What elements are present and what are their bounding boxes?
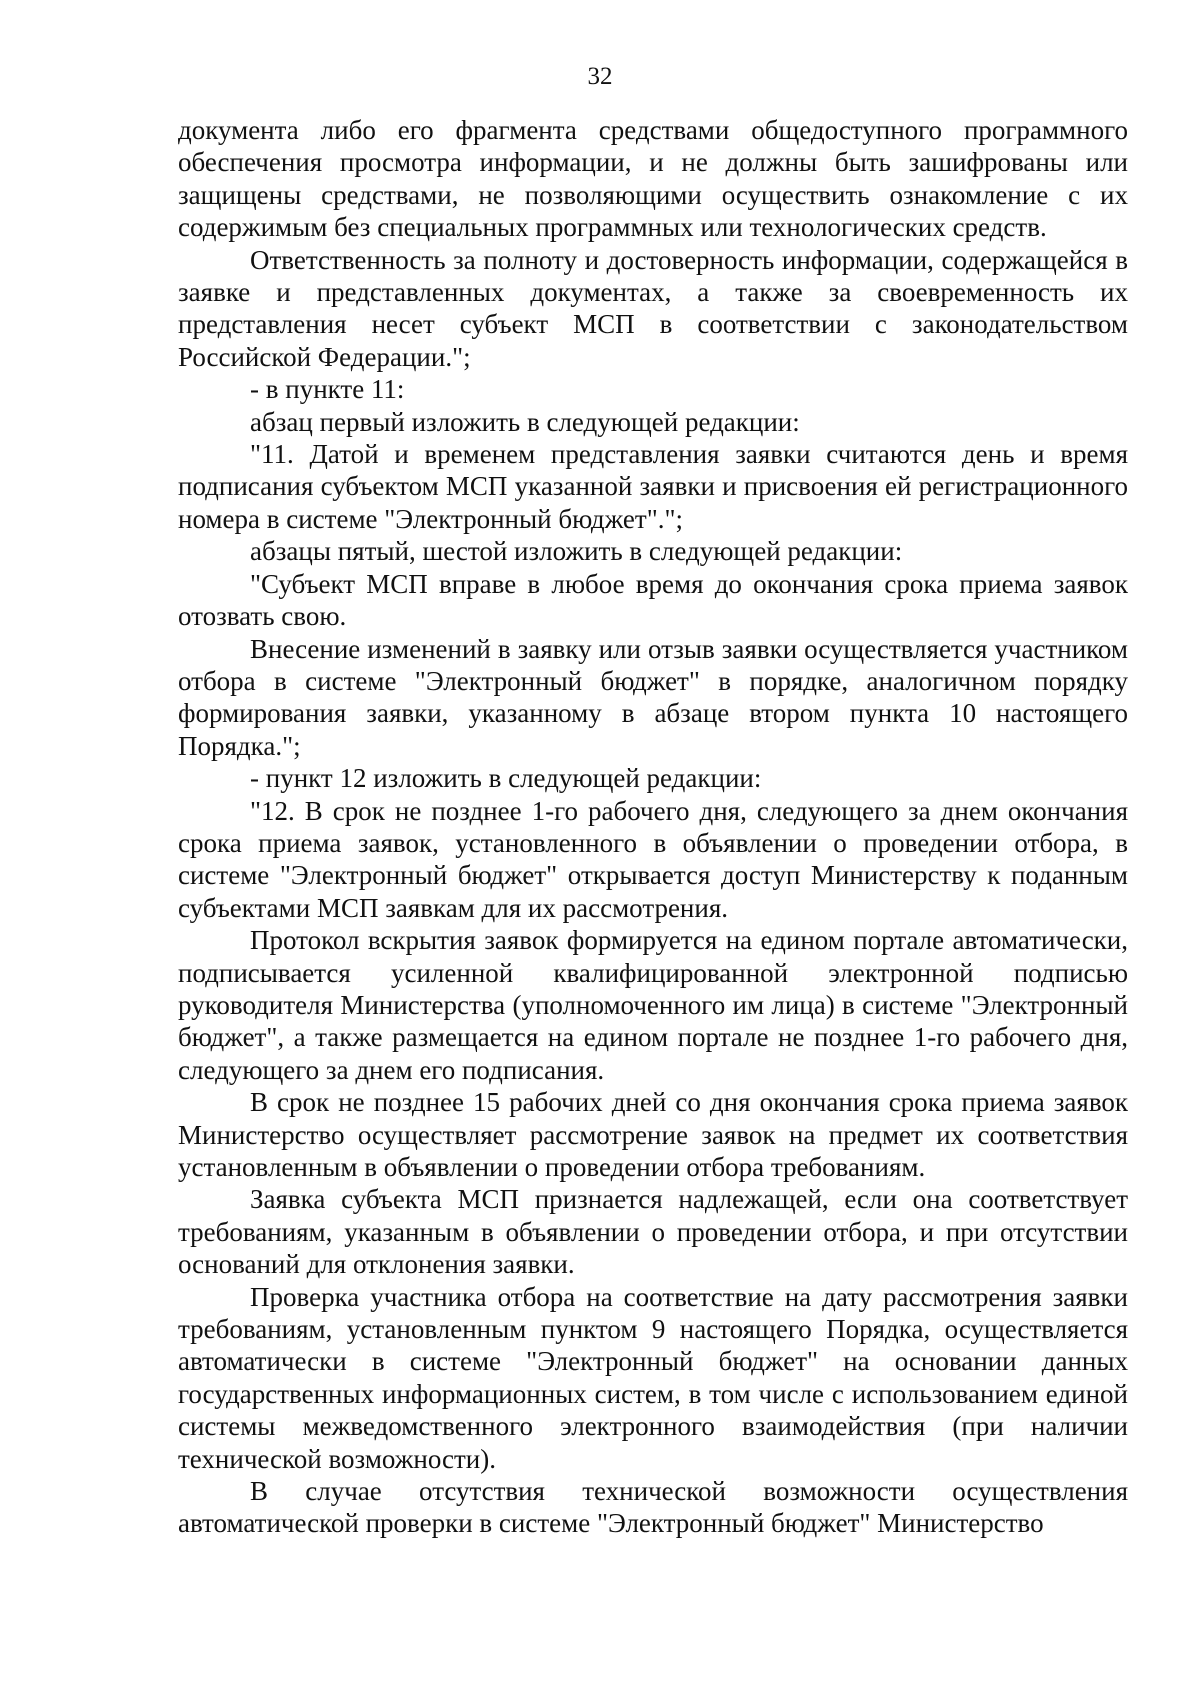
paragraph: "Субъект МСП вправе в любое время до окончания срока приема заявок отозвать свою. (178, 568, 1128, 632)
document-body (178, 114, 1128, 1540)
paragraph: Заявка субъекта МСП признается надлежащей, если она соответствует требованиям, указанным в объявлении о проведении отбора, и при отсутствии оснований для отклонения заявки. (178, 1184, 1128, 1280)
paragraph: документа либо его фрагмента средствами общедоступного программного обеспечения просмотра информации, и не должны быть зашифрованы или защищены средствами, не позволяющими осуществить ознакомление с их содержимым без специальных программных или технологических средств. (178, 115, 1128, 243)
paragraph: Проверка участника отбора на соответствие на дату рассмотрения заявки требованиям, установленным пунктом 9 настоящего Порядка, осуществляется автоматически в системе "Электронный бюджет" на основании данных государственных информационных систем, в том числе с использованием единой системы межведомственного электронного взаимодействия (при наличии технической возможности). (178, 1281, 1128, 1474)
paragraph: Ответственность за полноту и достоверность информации, содержащейся в заявке и представленных документах, а также за своевременность их представления несет субъект МСП в соответствии с законодательством Российской Федерации."; (178, 244, 1128, 372)
paragraph: Внесение изменений в заявку или отзыв заявки осуществляется участником отбора в системе "Электронный бюджет" в порядке, аналогичном порядку формирования заявки, указанному в абзаце втором пункта 10 настоящего Порядка."; (178, 633, 1128, 761)
paragraph: абзацы пятый, шестой изложить в следующей редакции: (250, 536, 903, 567)
page-number: 32 (587, 63, 613, 90)
paragraph: Протокол вскрытия заявок формируется на едином портале автоматически, подписывается усиленной квалифицированной электронной подписью руководителя Министерства (уполномоченного им лица) в системе "Электронный бюджет", а также размещается на едином портале не позднее 1-го рабочего дня, следующего за днем его подписания. (178, 925, 1128, 1085)
paragraph: "11. Датой и временем представления заявки считаются день и время подписания субъектом МСП указанной заявки и присвоения ей регистрационного номера в системе "Электронный бюджет"."; (178, 439, 1128, 534)
paragraph: - пункт 12 изложить в следующей редакции: (250, 763, 762, 794)
paragraph: "12. В срок не позднее 1-го рабочего дня, следующего за днем окончания срока приема заявок, установленного в объявлении о проведении отбора, в системе "Электронный бюджет" открывается доступ Министерству к поданным субъектами МСП заявкам для их рассмотрения. (178, 795, 1128, 923)
paragraph: В срок не позднее 15 рабочих дней со дня окончания срока приема заявок Министерство осуществляет рассмотрение заявок на предмет их соответствия установленным в объявлении о проведении отбора требованиям. (178, 1087, 1128, 1182)
paragraph: - в пункте 11: (250, 374, 405, 405)
paragraph: В случае отсутствия технической возможности осуществления автоматической проверки в системе "Электронный бюджет" Министерство (178, 1476, 1128, 1539)
paragraph: абзац первый изложить в следующей редакции: (250, 406, 800, 437)
